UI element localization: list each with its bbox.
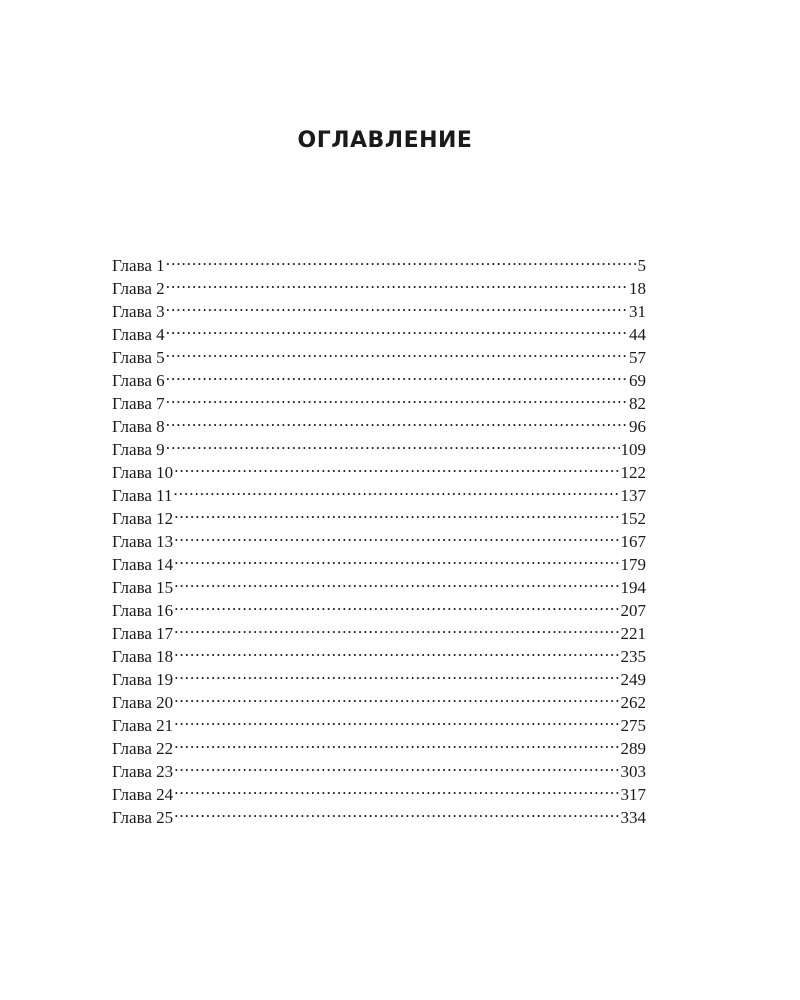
toc-entry-label: Глава 19 — [112, 670, 174, 689]
toc-dot-leader — [166, 409, 628, 432]
toc-entry — [112, 340, 646, 367]
toc-entry-label: Глава 18 — [112, 647, 174, 666]
toc-dot-leader — [174, 639, 619, 662]
toc-entry-label: Глава 8 — [112, 417, 165, 436]
toc-entry — [112, 662, 646, 689]
page-title: ОГЛАВЛЕНИЕ — [297, 128, 473, 153]
toc-dot-leader — [174, 662, 619, 685]
toc-entry-label: Глава 22 — [112, 739, 174, 758]
toc-entry-label: Глава 6 — [112, 371, 165, 390]
toc-entry — [112, 570, 646, 597]
table-of-contents — [112, 248, 646, 827]
toc-entry-label: Глава 12 — [112, 509, 174, 528]
toc-entry-page: 31 — [629, 302, 646, 321]
toc-entry-label: Глава 17 — [112, 624, 174, 643]
toc-dot-leader — [166, 248, 637, 271]
toc-entry-label: Глава 20 — [112, 693, 174, 712]
toc-entry-page: 262 — [620, 693, 646, 712]
toc-entry-label: Глава 24 — [112, 785, 174, 804]
toc-entry-page: 221 — [620, 624, 646, 643]
toc-entry-label: Глава 3 — [112, 302, 165, 321]
toc-entry — [112, 800, 646, 827]
toc-entry-label: Глава 10 — [112, 463, 174, 482]
toc-entry — [112, 432, 646, 459]
toc-entry — [112, 455, 646, 482]
toc-dot-leader — [174, 754, 619, 777]
toc-entry-label: Глава 2 — [112, 279, 165, 298]
toc-entry-label: Глава 5 — [112, 348, 165, 367]
toc-entry — [112, 639, 646, 666]
toc-entry-page: 96 — [629, 417, 646, 436]
toc-entry-label: Глава 11 — [112, 486, 173, 505]
toc-entry — [112, 547, 646, 574]
toc-dot-leader — [174, 708, 619, 731]
toc-dot-leader — [174, 455, 619, 478]
toc-dot-leader — [174, 593, 619, 616]
toc-entry-page: 317 — [620, 785, 646, 804]
toc-entry — [112, 731, 646, 758]
toc-entry-page: 194 — [620, 578, 646, 597]
toc-entry — [112, 754, 646, 781]
toc-dot-leader — [174, 685, 619, 708]
toc-dot-leader — [166, 363, 628, 386]
toc-entry-page: 275 — [620, 716, 646, 735]
toc-entry — [112, 363, 646, 390]
toc-entry — [112, 708, 646, 735]
toc-entry-page: 69 — [629, 371, 646, 390]
toc-dot-leader — [174, 777, 619, 800]
toc-dot-leader — [174, 800, 619, 823]
toc-entry-page: 82 — [629, 394, 646, 413]
toc-entry — [112, 501, 646, 528]
toc-dot-leader — [166, 386, 628, 409]
toc-entry-page: 207 — [620, 601, 646, 620]
toc-dot-leader — [174, 547, 619, 570]
toc-entry-label: Глава 25 — [112, 808, 174, 827]
toc-dot-leader — [174, 570, 619, 593]
toc-entry-page: 289 — [620, 739, 646, 758]
toc-entry-label: Глава 9 — [112, 440, 165, 459]
toc-entry-page: 57 — [629, 348, 646, 367]
toc-entry-page: 152 — [620, 509, 646, 528]
toc-entry-label: Глава 4 — [112, 325, 165, 344]
toc-dot-leader — [166, 317, 628, 340]
toc-entry-page: 122 — [620, 463, 646, 482]
toc-entry — [112, 248, 646, 275]
toc-dot-leader — [166, 340, 628, 363]
toc-entry-page: 303 — [620, 762, 646, 781]
toc-entry-label: Глава 23 — [112, 762, 174, 781]
toc-entry-label: Глава 7 — [112, 394, 165, 413]
toc-entry-label: Глава 16 — [112, 601, 174, 620]
toc-entry-label: Глава 15 — [112, 578, 174, 597]
toc-dot-leader — [166, 294, 628, 317]
toc-dot-leader — [174, 731, 619, 754]
toc-entry-page: 5 — [637, 256, 646, 275]
toc-entry-label: Глава 21 — [112, 716, 174, 735]
toc-entry-page: 109 — [620, 440, 646, 459]
toc-entry — [112, 777, 646, 804]
toc-entry — [112, 386, 646, 413]
toc-entry — [112, 524, 646, 551]
toc-dot-leader — [174, 616, 619, 639]
toc-entry-page: 18 — [629, 279, 646, 298]
toc-entry-page: 235 — [620, 647, 646, 666]
toc-entry — [112, 616, 646, 643]
toc-entry — [112, 593, 646, 620]
toc-entry-page: 249 — [620, 670, 646, 689]
toc-entry — [112, 478, 646, 505]
toc-entry-page: 167 — [620, 532, 646, 551]
toc-entry-page: 44 — [629, 325, 646, 344]
toc-entry — [112, 409, 646, 436]
toc-dot-leader — [166, 432, 620, 455]
toc-entry-label: Глава 13 — [112, 532, 174, 551]
toc-entry-page: 137 — [620, 486, 646, 505]
toc-dot-leader — [174, 524, 619, 547]
toc-entry-page: 179 — [620, 555, 646, 574]
toc-entry — [112, 271, 646, 298]
toc-dot-leader — [174, 501, 619, 524]
toc-entry-label: Глава 14 — [112, 555, 174, 574]
toc-entry — [112, 294, 646, 321]
toc-entry-label: Глава 1 — [112, 256, 165, 275]
toc-entry — [112, 685, 646, 712]
toc-dot-leader — [166, 271, 628, 294]
toc-dot-leader — [174, 478, 620, 501]
toc-entry-page: 334 — [620, 808, 646, 827]
toc-entry — [112, 317, 646, 344]
